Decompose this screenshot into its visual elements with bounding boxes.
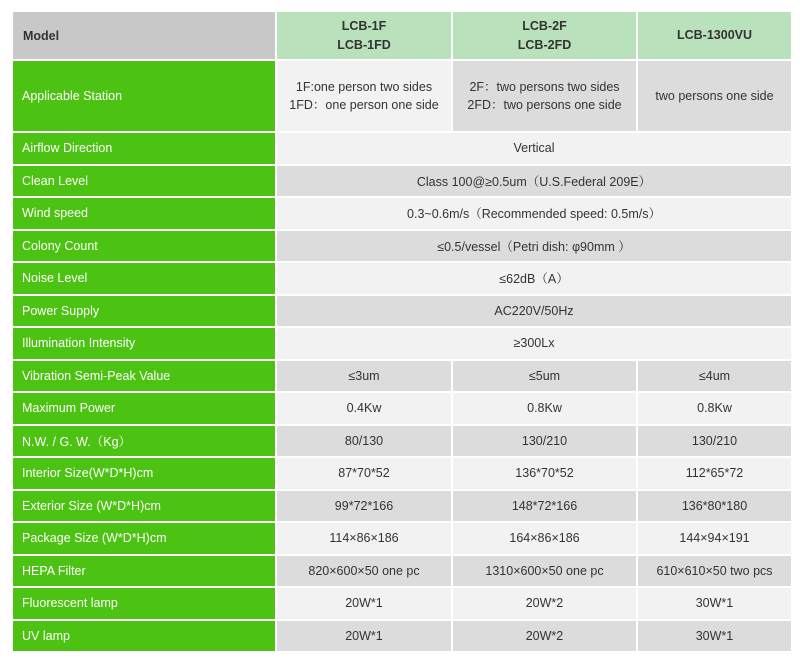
table-row <box>13 263 791 294</box>
table-cell: Class 100@≥0.5um（U.S.Federal 209E） <box>277 166 791 197</box>
table-cell: 820×600×50 one pc <box>277 556 451 587</box>
row-label: UV lamp <box>13 621 275 652</box>
table-cell: 136*80*180 <box>638 491 791 522</box>
row-label: Interior Size(W*D*H)cm <box>13 458 275 489</box>
table-row <box>13 231 791 262</box>
table-cell: 0.8Kw <box>453 393 636 424</box>
table-cell: ≤0.5/vessel（Petri dish: φ90mm ） <box>277 231 791 262</box>
table-cell: ≤5um <box>453 361 636 392</box>
row-label: Airflow Direction <box>13 133 275 164</box>
table-row <box>13 588 791 619</box>
table-row <box>13 621 791 652</box>
table-cell: ≤3um <box>277 361 451 392</box>
table-cell: 136*70*52 <box>453 458 636 489</box>
specification-table <box>11 10 793 653</box>
table-cell <box>453 61 636 131</box>
table-cell: two persons one side <box>638 61 791 131</box>
table-row <box>13 426 791 457</box>
model-header: Model <box>13 12 275 59</box>
row-label: Clean Level <box>13 166 275 197</box>
table-cell: 0.4Kw <box>277 393 451 424</box>
row-label: Wind speed <box>13 198 275 229</box>
applicable-station-row <box>13 61 791 131</box>
row-label: Package Size (W*D*H)cm <box>13 523 275 554</box>
table-cell: AC220V/50Hz <box>277 296 791 327</box>
table-cell: 164×86×186 <box>453 523 636 554</box>
row-label: Exterior Size (W*D*H)cm <box>13 491 275 522</box>
table-cell: 130/210 <box>638 426 791 457</box>
table-cell <box>277 61 451 131</box>
table-row <box>13 296 791 327</box>
table-cell: 0.3~0.6m/s（Recommended speed: 0.5m/s） <box>277 198 791 229</box>
table-cell: ≥300Lx <box>277 328 791 359</box>
header-row <box>13 12 791 59</box>
table-row <box>13 361 791 392</box>
cell-line: 1F:one person two sides <box>295 80 433 94</box>
row-label: Fluorescent lamp <box>13 588 275 619</box>
row-label: Power Supply <box>13 296 275 327</box>
table-cell: 20W*2 <box>453 621 636 652</box>
model-lcb-1300vu-header: LCB-1300VU <box>638 12 791 59</box>
row-label: Illumination Intensity <box>13 328 275 359</box>
table-cell: 112*65*72 <box>638 458 791 489</box>
row-label: Noise Level <box>13 263 275 294</box>
table-cell: 130/210 <box>453 426 636 457</box>
table-cell: 87*70*52 <box>277 458 451 489</box>
table-row <box>13 393 791 424</box>
row-label: Colony Count <box>13 231 275 262</box>
table-cell: 610×610×50 two pcs <box>638 556 791 587</box>
model-name: LCB-1F <box>341 18 387 33</box>
table-cell: 144×94×191 <box>638 523 791 554</box>
table-cell: 80/130 <box>277 426 451 457</box>
table-cell: 0.8Kw <box>638 393 791 424</box>
row-label: Vibration Semi-Peak Value <box>13 361 275 392</box>
table-row <box>13 523 791 554</box>
table-row <box>13 198 791 229</box>
table-cell: ≤4um <box>638 361 791 392</box>
table-cell: 99*72*166 <box>277 491 451 522</box>
cell-line: 2FD：two persons one side <box>467 98 622 112</box>
table-cell: 20W*1 <box>277 621 451 652</box>
model-name: LCB-1FD <box>337 37 391 52</box>
cell-line: 2F：two persons two sides <box>469 80 620 94</box>
model-name: LCB-2FD <box>517 37 572 52</box>
row-label: Applicable Station <box>13 61 275 131</box>
model-lcb-1f-header <box>277 12 451 59</box>
table-row <box>13 166 791 197</box>
table-row <box>13 458 791 489</box>
row-label: HEPA Filter <box>13 556 275 587</box>
table-cell: 20W*1 <box>277 588 451 619</box>
model-name: LCB-2F <box>522 18 567 33</box>
model-lcb-2f-header <box>453 12 636 59</box>
table-cell: 1310×600×50 one pc <box>453 556 636 587</box>
table-cell: 20W*2 <box>453 588 636 619</box>
table-cell: 148*72*166 <box>453 491 636 522</box>
cell-line: 1FD：one person one side <box>289 98 439 112</box>
row-label: N.W. / G. W.（Kg） <box>13 426 275 457</box>
table-row <box>13 556 791 587</box>
table-cell: Vertical <box>277 133 791 164</box>
table-cell: ≤62dB（A） <box>277 263 791 294</box>
table-row <box>13 133 791 164</box>
table-row <box>13 328 791 359</box>
table-cell: 30W*1 <box>638 588 791 619</box>
table-cell: 30W*1 <box>638 621 791 652</box>
table-cell: 114×86×186 <box>277 523 451 554</box>
table-row <box>13 491 791 522</box>
row-label: Maximum Power <box>13 393 275 424</box>
